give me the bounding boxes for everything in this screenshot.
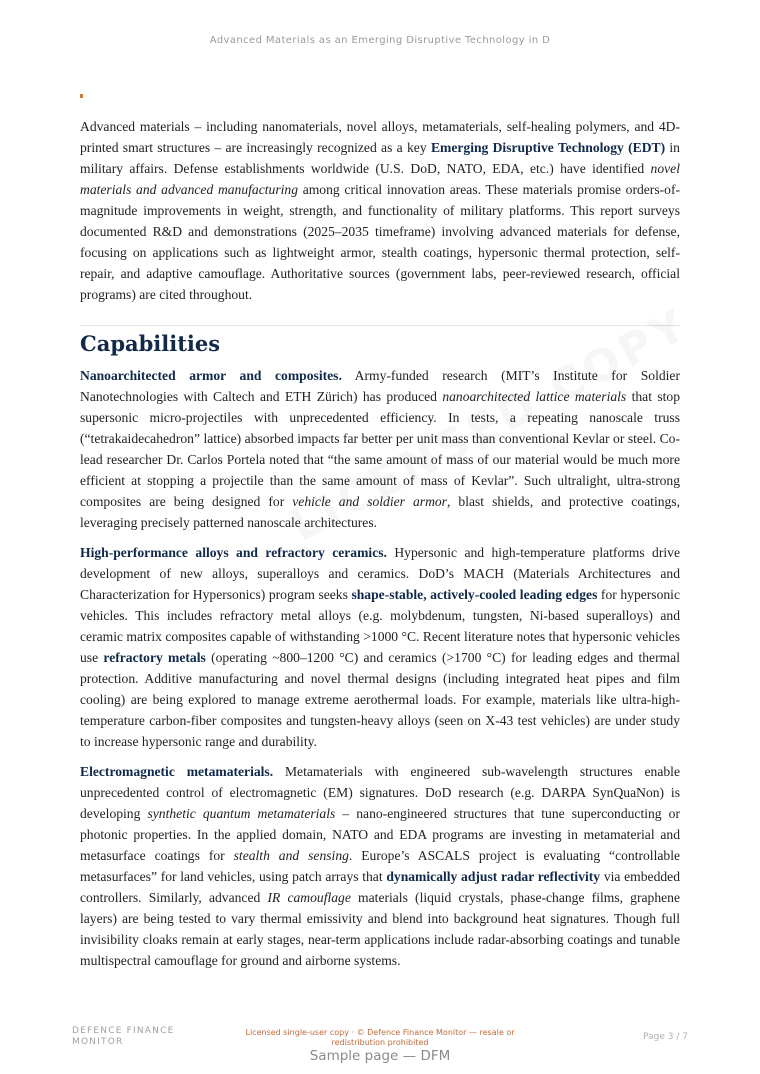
- text-run: . Europe’s ASCALS project is evaluating “controllable metasurfaces” for land vehicles, using patch arrays that: [80, 848, 681, 884]
- paragraph-armor: [80, 365, 680, 533]
- footer-brand: DEFENCE FINANCE MONITOR: [72, 1026, 175, 1047]
- key-term: dynamically adjust radar reflectivity: [386, 869, 601, 884]
- section-divider: [80, 325, 680, 326]
- accent-mark: [80, 94, 83, 98]
- emphasis: vehicle and soldier armor: [292, 494, 447, 509]
- text-run: via embedded controllers. Similarly, advanced: [80, 869, 680, 905]
- paragraph-lead: Nanoarchitected armor and composites.: [80, 368, 342, 383]
- text-run: – nano-engineered structures that tune superconducting or photonic properties. In the applied domain, NATO and EDA programs are investing in metamaterial and metasurface coatings for: [80, 806, 680, 863]
- text-run: for hypersonic vehicles. This includes refractory metal alloys (e.g. molybdenum, tungsten, Ni-based superalloys) and ceramic matrix composites capable of withstanding >1000 °C. Recent literature notes that hypersonic vehicles use: [80, 587, 680, 665]
- text-run: materials (liquid crystals, phase-change films, graphene layers) are being tested to vary thermal emissivity and blend into background heat signatures. Though full invisibility cloaks remain at early stages, near-term applications include radar-absorbing coatings and tunable multispectral camouflage for ground and airborne systems.: [80, 890, 680, 968]
- running-header: Advanced Materials as an Emerging Disruptive Technology in D: [209, 35, 551, 46]
- emphasis: stealth and sensing: [233, 848, 349, 863]
- capabilities-body: [80, 365, 680, 980]
- emphasis: synthetic quantum metamaterials: [147, 806, 336, 821]
- text-run: Metamaterials with engineered sub-wavelength structures enable unprecedented control of electromagnetic (EM) signatures. DoD research (e.g. DARPA SynQuaNon) is developing: [80, 764, 680, 821]
- emphasis: IR camouflage: [267, 890, 351, 905]
- paragraph-lead: High-performance alloys and refractory ceramics.: [80, 545, 387, 560]
- paragraph-metamaterials: [80, 761, 680, 971]
- text-run: (operating ~800–1200 °C) and ceramics (>1700 °C) for leading edges and thermal protection. Additive manufacturing and novel thermal designs (including integrated heat pipes and film cooling) are being explored to manage extreme aerothermal loads. For example, materials like ultra-high-temperature carbon-fiber composites and tungsten-heavy alloys (seen on X-43 test vehicles) are under study to increase hypersonic range and durability.: [80, 650, 680, 749]
- key-term: shape-stable, actively-cooled leading edges: [351, 587, 598, 602]
- paragraph-lead: Electromagnetic metamaterials.: [80, 764, 274, 779]
- text-run: Hypersonic and high-temperature platforms drive development of new alloys, superalloys and ceramics. DoD’s MACH (Materials Architectures and Characterization for Hypersonics) program seeks: [80, 545, 680, 602]
- footer-license-notice: Licensed single-user copy · © Defence Finance Monitor — resale or redistribution prohibited: [245, 1028, 515, 1047]
- text-run: , blast shields, and protective coatings, leveraging precisely patterned nanoscale architectures.: [80, 494, 680, 530]
- edt-term: Emerging Disruptive Technology (EDT): [430, 140, 666, 155]
- text-run: Advanced materials – including nanomaterials, novel alloys, metamaterials, self-healing polymers, and 4D-printed smart structures – are increasingly recognized as a key: [80, 119, 680, 155]
- section-heading: Capabilities: [80, 331, 221, 356]
- emphasis: nanoarchitected lattice materials: [442, 389, 627, 404]
- text-run: among critical innovation areas. These materials promise orders-of-magnitude improvements in weight, strength, and functionality of military platforms. This report surveys documented R&D and demonstrations (2025–2035 timeframe) involving advanced materials for defense, focusing on applications such as lightweight armor, stealth coatings, hypersonic thermal protection, self-repair, and adaptive camouflage. Authoritative sources (government labs, peer-reviewed research, official programs) are cited throughout.: [80, 182, 681, 302]
- emphasis: novel materials and advanced manufacturing: [80, 161, 680, 197]
- sample-caption: Sample page — DFM: [309, 1048, 451, 1064]
- page-number: Page 3 / 7: [643, 1032, 688, 1042]
- paragraph-alloys: [80, 542, 680, 752]
- intro-paragraph: [80, 116, 680, 305]
- text-run: in military affairs. Defense establishments worldwide (U.S. DoD, NATO, EDA, etc.) have identified: [80, 140, 680, 176]
- key-term: refractory metals: [103, 650, 206, 665]
- intro-section: [80, 116, 680, 314]
- text-run: that stop supersonic micro-projectiles with unprecedented efficiency. In tests, a repeating nanoscale truss (“tetrakaidecahedron” lattice) absorbed impacts far better per unit mass than conventional Kevlar or steel. Co-lead researcher Dr. Carlos Portela noted that “the same amount of mass of our material would be much more efficient at stopping a projectile than the same amount of mass of Kevlar”. Such ultralight, ultra-strong composites are being designed for: [80, 389, 681, 509]
- text-run: Army-funded research (MIT’s Institute for Soldier Nanotechnologies with Caltech and ETH Zürich) has produced: [80, 368, 680, 404]
